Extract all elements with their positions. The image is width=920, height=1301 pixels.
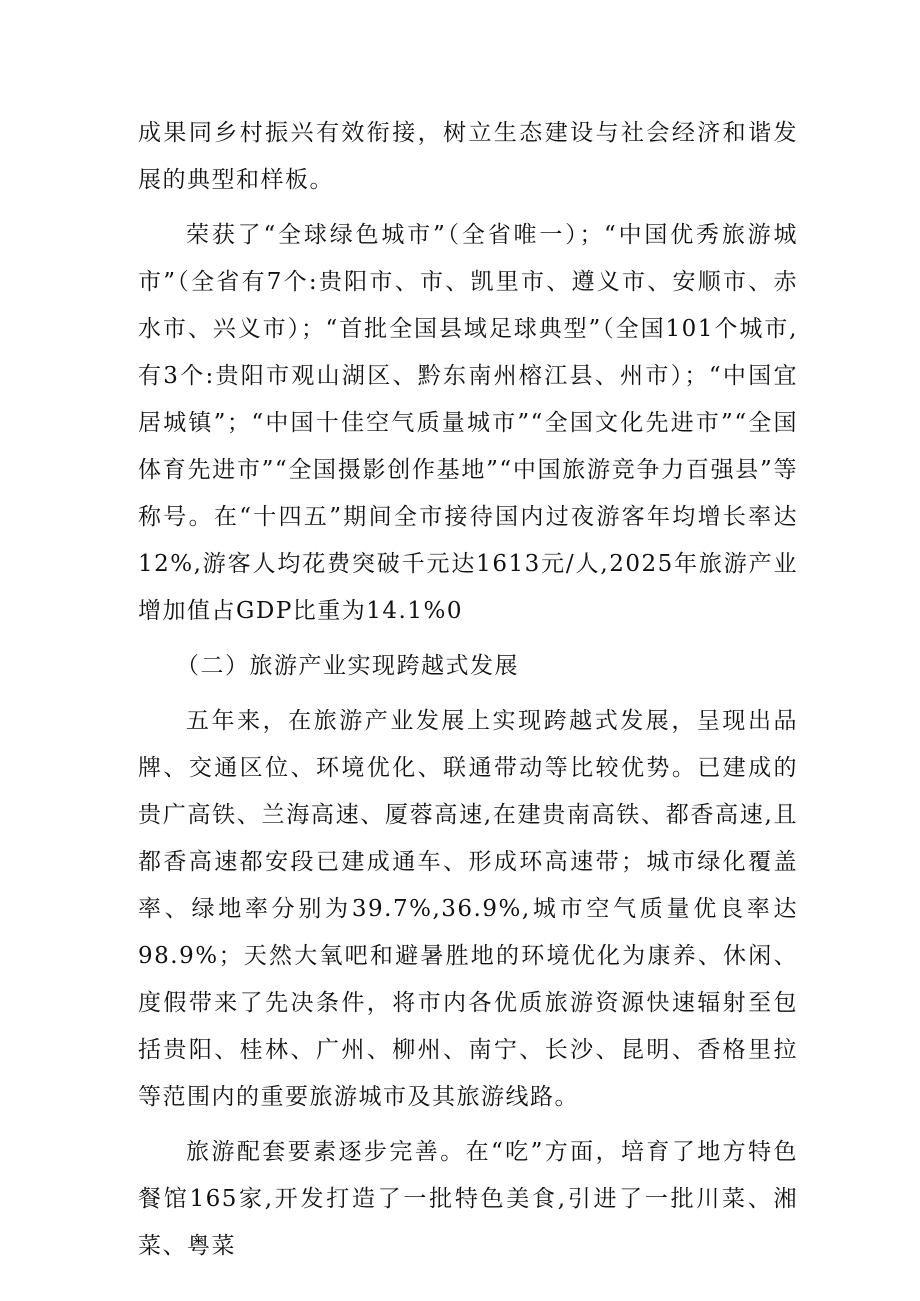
paragraph-tourism-facilities: 旅游配套要素逐步完善。在“吃”方面，培育了地方特色餐馆165家,开发打造了一批特色美食,引进了一批川菜、湘菜、粤菜 xyxy=(138,1139,798,1259)
document-body xyxy=(138,110,798,1270)
paragraph-tourism-development: 五年来，在旅游产业发展上实现跨越式发展，呈现出品牌、交通区位、环境优化、联通带动等比较优势。已建成的贵广高铁、兰海高速、厦蓉高速,在建贵南高铁、都香高速,且都香高速都安段已建成通车、形成环高速带；城市绿化覆盖率、绿地率分别为39.7%,36.9%,城市空气质量优良率达98.9%；天然大氧吧和避暑胜地的环境优化为康养、休闲、度假带来了先决条件，将市内各优质旅游资源快速辐射至包括贵阳、桂林、广州、柳州、南宁、长沙、昆明、香格里拉等范围内的重要旅游城市及其旅游线路。 xyxy=(138,708,798,1110)
paragraph-continuation: 成果同乡村振兴有效衔接，树立生态建设与社会经济和谐发展的典型和样板。 xyxy=(138,120,798,193)
paragraph-honors: 荣获了“全球绿色城市”（全省唯一）；“中国优秀旅游城市”（全省有7个:贵阳市、市、凯里市、遵义市、安顺市、赤水市、兴义市）；“首批全国县域足球典型”（全国101个城市,有3个:贵阳市观山湖区、黔东南州榕江县、州市）；“中国宜居城镇”；“中国十佳空气质量城市”“全国文化先进市”“全国体育先进市”“全国摄影创作基地”“中国旅游竞争力百强县”等称号。在“十四五”期间全市接待国内过夜游客年均增长率达12%,游客人均花费突破千元达1613元/人,2025年旅游产业增加值占GDP比重为14.1%0 xyxy=(138,222,798,624)
section-heading: （二）旅游产业实现跨越式发展 xyxy=(176,653,519,679)
